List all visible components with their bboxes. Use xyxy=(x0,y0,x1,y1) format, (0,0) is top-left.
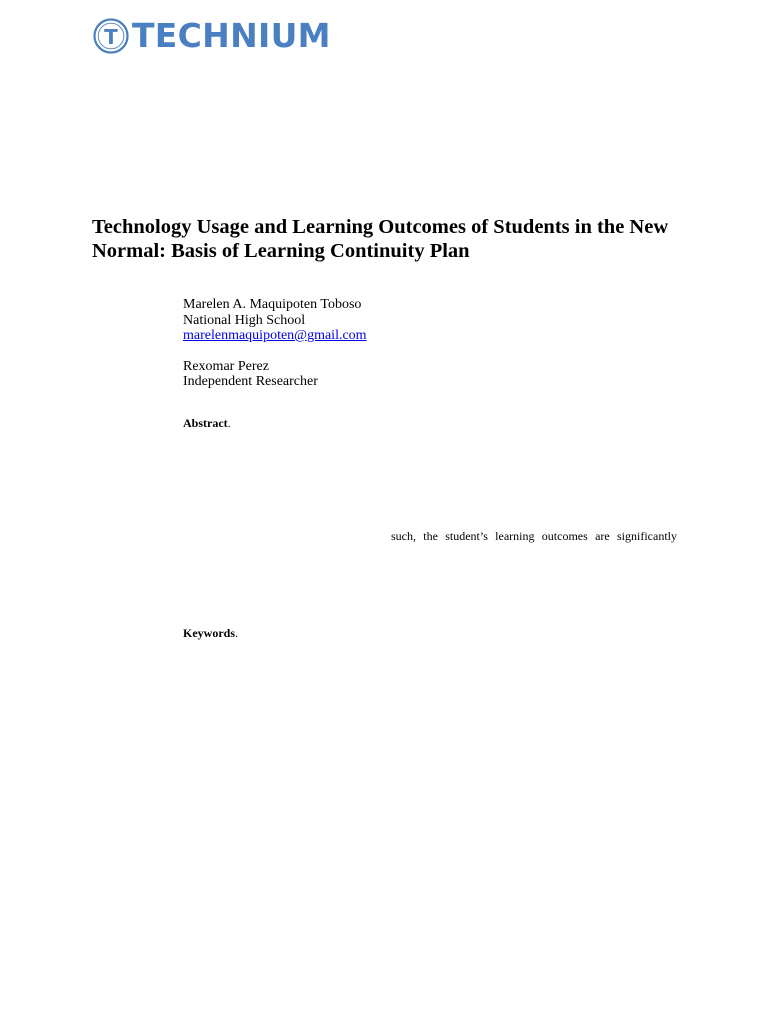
author-email-link[interactable]: marelenmaquipoten@gmail.com xyxy=(183,328,367,343)
technium-logo-icon xyxy=(93,18,129,54)
abstract-label: Abstract xyxy=(183,416,228,430)
abstract-text-fragment: such, the student’s learning outcomes are significantly xyxy=(391,529,677,543)
keywords-heading xyxy=(183,626,238,640)
journal-logo xyxy=(93,17,331,55)
author-affiliation: National High School xyxy=(183,312,306,328)
author-affiliation: Independent Researcher xyxy=(183,374,318,389)
author-spacer xyxy=(183,344,683,359)
author-name: Marelen A. Maquipoten Toboso xyxy=(183,297,362,312)
abstract-label-period: . xyxy=(227,416,231,430)
paper-title: Technology Usage and Learning Outcomes of Students in the New Normal: Basis of Learning Continuity Plan xyxy=(92,216,669,262)
logo-mark-letter: T xyxy=(104,25,118,49)
author-block xyxy=(183,297,683,390)
logo-text: TECHNIUM xyxy=(132,16,331,55)
abstract-heading xyxy=(183,416,231,430)
keywords-label-period: . xyxy=(235,626,238,640)
keywords-label: Keywords xyxy=(183,626,235,640)
author-name: Rexomar Perez xyxy=(183,358,269,374)
